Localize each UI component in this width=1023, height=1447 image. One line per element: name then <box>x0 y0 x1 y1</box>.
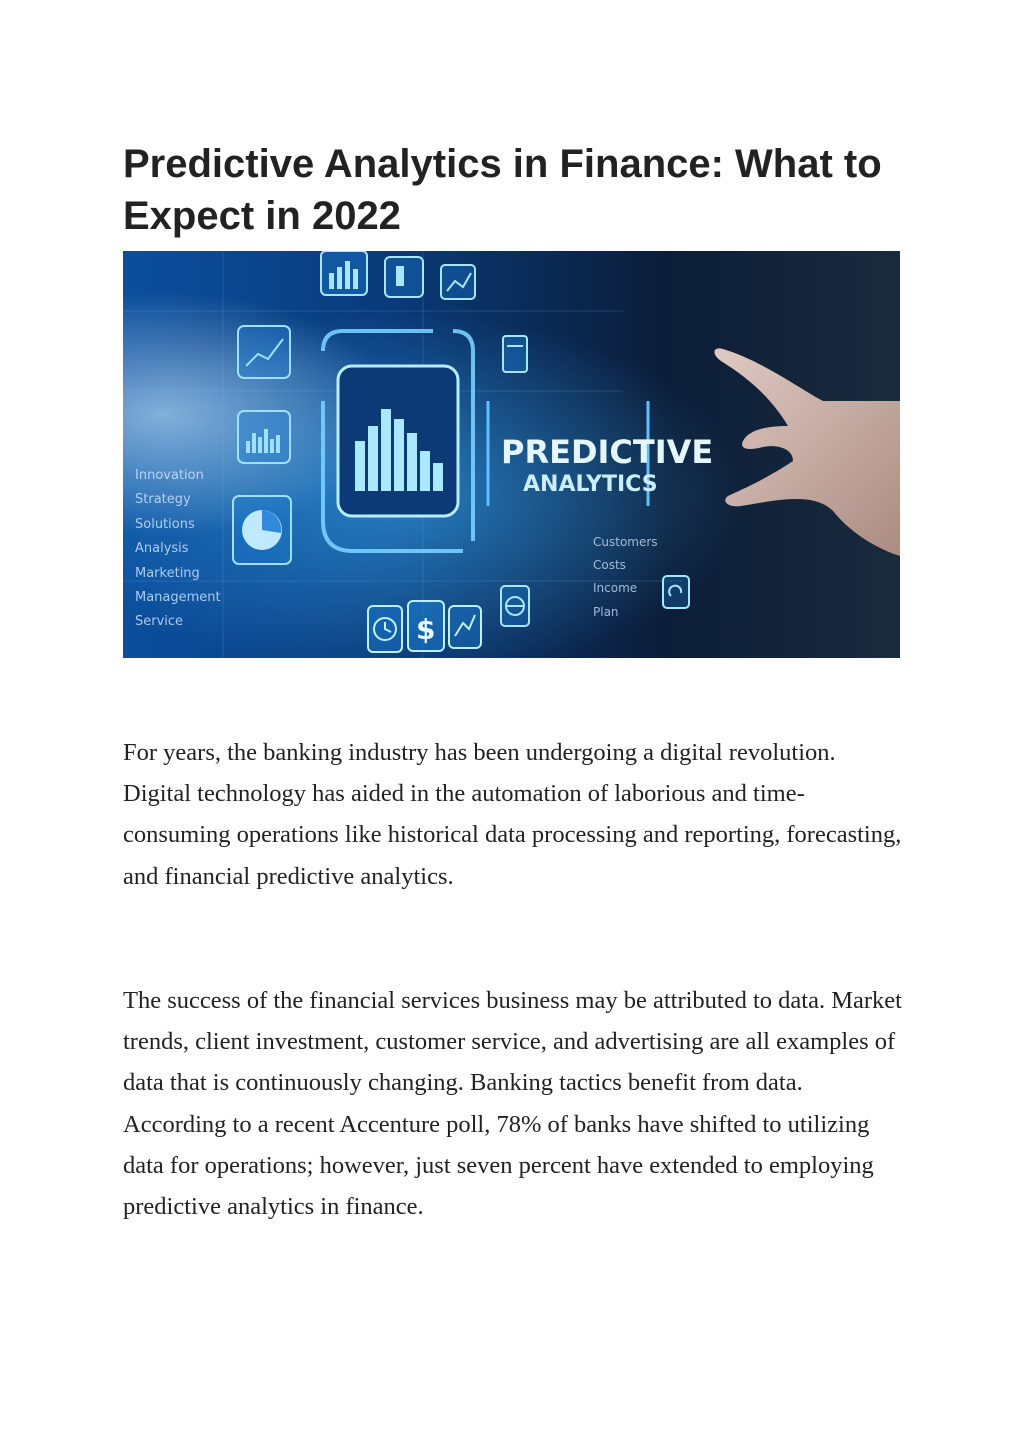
article-paragraph: For years, the banking industry has been undergoing a digital revolution. Digital technology has aided in the automation of laborious and time-consuming operations like historical data processing and reporting, forecasting, and financial predictive analytics. <box>123 739 902 890</box>
tablet-icon <box>385 257 423 297</box>
left-menu-item: Analysis <box>135 541 189 556</box>
dollar-icon <box>408 601 444 651</box>
right-menu-item: Customers <box>593 535 658 549</box>
calendar-icon <box>503 336 527 372</box>
histogram-icon <box>238 411 290 463</box>
headline-line-1: PREDICTIVE <box>501 433 714 471</box>
line-chart-icon <box>238 326 290 378</box>
article-paragraph: The success of the financial services business may be attributed to data. Market trends, client investment, customer service, and advertising are all examples of data that is continuously changing. Banking tactics benefit from data. According to a recent Accenture poll, 78% of banks have shifted to utilizing data for operations; however, just seven percent have extended to employing predictive analytics in finance. <box>123 987 902 1221</box>
right-menu-item: Costs <box>593 558 626 572</box>
left-menu-item: Strategy <box>135 492 191 507</box>
left-menu-item: Marketing <box>135 566 200 581</box>
bar-chart-icon <box>321 251 367 295</box>
svg-text:$: $ <box>416 613 436 646</box>
pie-chart-icon <box>233 496 291 564</box>
left-menu-item: Service <box>135 614 184 629</box>
histogram-icon <box>338 366 458 516</box>
left-menu-item: Management <box>135 590 221 605</box>
article-title: Predictive Analytics in Finance: What to Expect in 2022 <box>123 142 882 238</box>
left-menu-item: Solutions <box>135 517 195 532</box>
monitor-chart-icon <box>441 265 475 299</box>
clock-icon <box>368 606 402 652</box>
globe-icon <box>501 586 529 626</box>
left-menu-item: Innovation <box>135 468 204 483</box>
headline-line-2: ANALYTICS <box>523 472 658 497</box>
refresh-icon <box>663 576 689 608</box>
right-menu-item: Plan <box>593 605 619 619</box>
right-menu-item: Income <box>593 581 638 595</box>
trend-icon <box>449 606 481 648</box>
hero-image <box>123 251 900 658</box>
